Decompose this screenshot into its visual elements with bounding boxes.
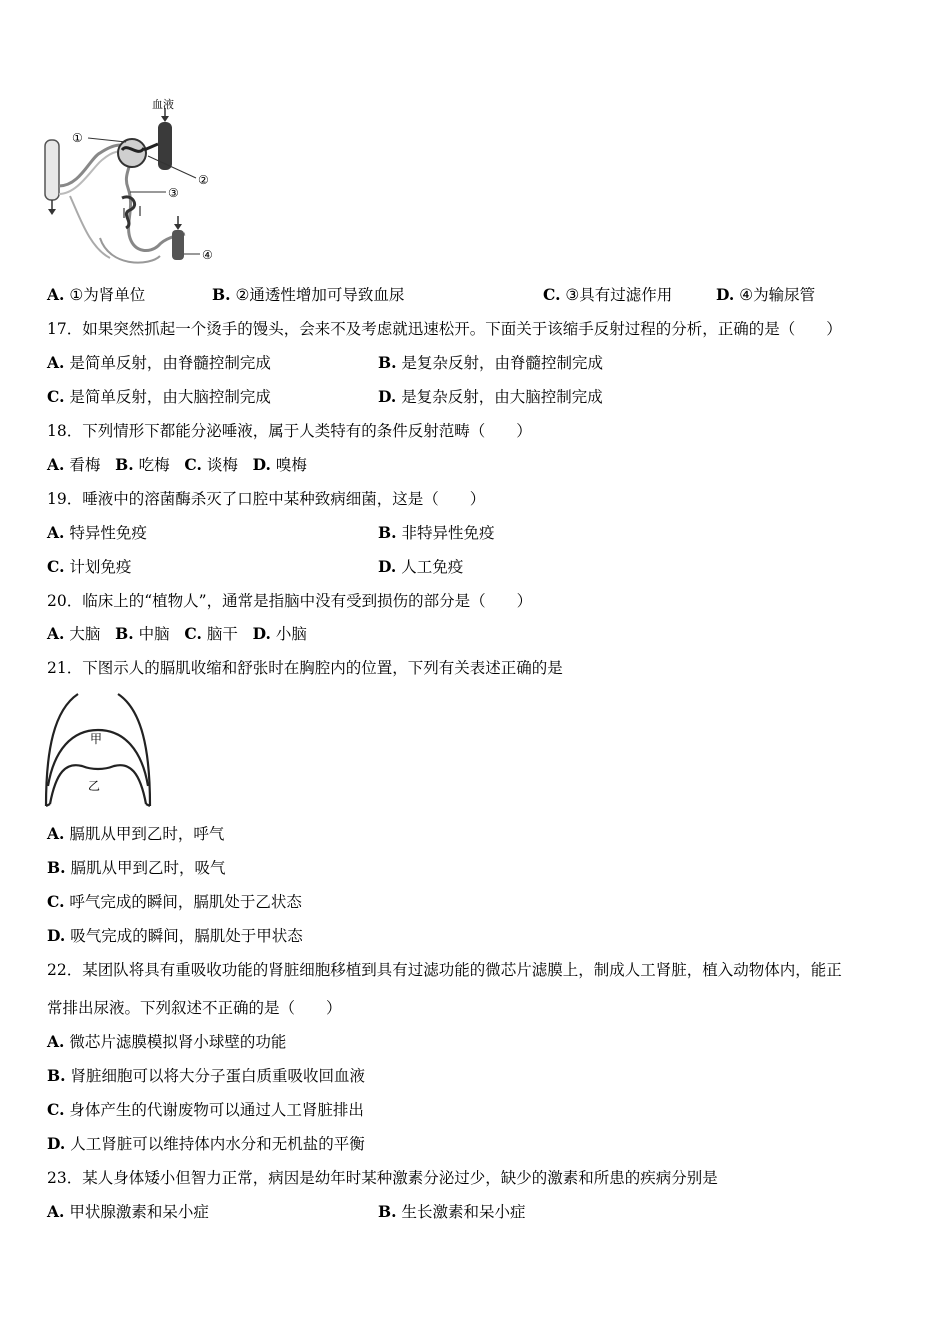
label-jia: 甲 [90,732,103,746]
label-1: ① [72,131,83,145]
q18-options: A. 看梅 B. 吃梅 C. 谈梅 D. 嗅梅 [47,455,307,474]
q23-option-a: A. 甲状腺激素和呆小症 [47,1202,209,1221]
q21-option-c: C. 呼气完成的瞬间，膈肌处于乙状态 [47,892,302,911]
q19-option-c: C. 计划免疫 [47,557,132,576]
q21-stem: 21．下图示人的膈肌收缩和舒张时在胸腔内的位置，下列有关表述正确的是 [47,659,563,677]
q21-option-b: B. 膈肌从甲到乙时，吸气 [47,858,226,877]
nephron-diagram [40,98,230,273]
q19-option-d: D. 人工免疫 [378,557,464,576]
q19-option-a: A. 特异性免疫 [47,523,147,542]
diaphragm-diagram [42,690,154,810]
q16-option-a: A. ①为肾单位 [47,285,146,304]
q21-option-a: A. 膈肌从甲到乙时，呼气 [47,824,225,843]
q17-option-c: C. 是简单反射，由大脑控制完成 [47,387,271,406]
q17-option-b: B. 是复杂反射，由脊髓控制完成 [378,353,603,372]
q16-option-d: D. ④为输尿管 [716,285,816,304]
label-2: ② [198,173,209,187]
blood-label: 血液 [152,98,174,111]
q17-option-d: D. 是复杂反射，由大脑控制完成 [378,387,603,406]
label-3: ③ [168,186,179,200]
q16-option-b: B. ②通透性增加可导致血尿 [212,285,405,304]
q20-options: A. 大脑 B. 中脑 C. 脑干 D. 小脑 [47,624,307,643]
q20-stem: 20．临床上的“植物人”，通常是指脑中没有受到损伤的部分是（ ） [47,592,533,610]
q17-stem: 17．如果突然抓起一个烫手的馒头，会来不及考虑就迅速松开。下面关于该缩手反射过程的分析，正确的是（ ） [47,320,842,338]
q22-stem-line2: 常排出尿液。下列叙述不正确的是（ ） [47,999,342,1017]
q23-stem: 23．某人身体矮小但智力正常，病因是幼年时某种激素分泌过少，缺少的激素和所患的疾病分别是 [47,1169,718,1187]
label-yi: 乙 [88,779,101,793]
q19-option-b: B. 非特异性免疫 [378,523,495,542]
q19-stem: 19．唾液中的溶菌酶杀灭了口腔中某种致病细菌，这是（ ） [47,490,486,508]
q18-stem: 18．下列情形下都能分泌唾液，属于人类特有的条件反射范畴（ ） [47,422,532,440]
label-4: ④ [202,248,213,262]
q16-option-c: C. ③具有过滤作用 [543,285,673,304]
q17-option-a: A. 是简单反射，由脊髓控制完成 [47,353,271,372]
q22-option-a: A. 微芯片滤膜模拟肾小球壁的功能 [47,1032,287,1051]
q22-option-d: D. 人工肾脏可以维持体内水分和无机盐的平衡 [47,1134,365,1153]
q23-option-b: B. 生长激素和呆小症 [378,1202,526,1221]
q21-option-d: D. 吸气完成的瞬间，膈肌处于甲状态 [47,926,303,945]
q22-option-c: C. 身体产生的代谢废物可以通过人工肾脏排出 [47,1100,364,1119]
q22-option-b: B. 肾脏细胞可以将大分子蛋白质重吸收回血液 [47,1066,365,1085]
q22-stem-line1: 22．某团队将具有重吸收功能的肾脏细胞移植到具有过滤功能的微芯片滤膜上，制成人工肾脏，植入动物体内，能正 [47,961,842,979]
